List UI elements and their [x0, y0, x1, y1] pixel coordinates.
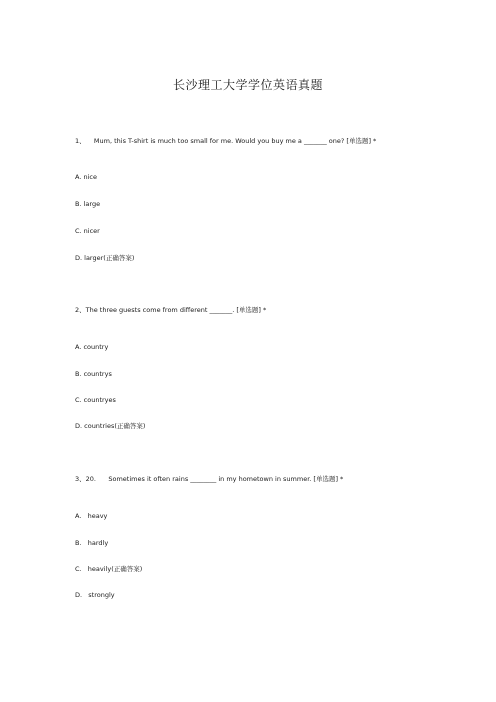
question-3-stem: 3、20. Sometimes it often rains ________ in my hometown in summer. [单选题] * — [75, 475, 344, 483]
question-1-option-a[interactable]: A. nice — [75, 173, 97, 181]
question-3-option-b[interactable]: B. hardly — [75, 539, 109, 547]
question-2-stem: 2、The three guests come from different _______. [单选题] * — [75, 306, 267, 314]
question-1-option-d[interactable]: D. larger(正确答案) — [75, 254, 135, 262]
question-3-option-a[interactable]: A. heavy — [75, 512, 108, 520]
question-2-option-b[interactable]: B. countrys — [75, 370, 112, 378]
question-2-option-d[interactable]: D. countries(正确答案) — [75, 422, 146, 430]
question-3-option-c[interactable]: C. heavily(正确答案) — [75, 565, 143, 573]
question-1-stem: 1、 Mum, this T-shirt is much too small for me. Would you buy me a _______ one? [单选题] * — [75, 137, 377, 145]
question-1-option-c[interactable]: C. nicer — [75, 227, 100, 235]
question-3-option-d[interactable]: D. strongly — [75, 591, 115, 599]
page-title: 长沙理工大学学位英语真题 — [172, 78, 323, 92]
question-2-option-c[interactable]: C. countryes — [75, 396, 116, 404]
question-1-option-b[interactable]: B. large — [75, 200, 101, 208]
question-2-option-a[interactable]: A. country — [75, 343, 109, 351]
